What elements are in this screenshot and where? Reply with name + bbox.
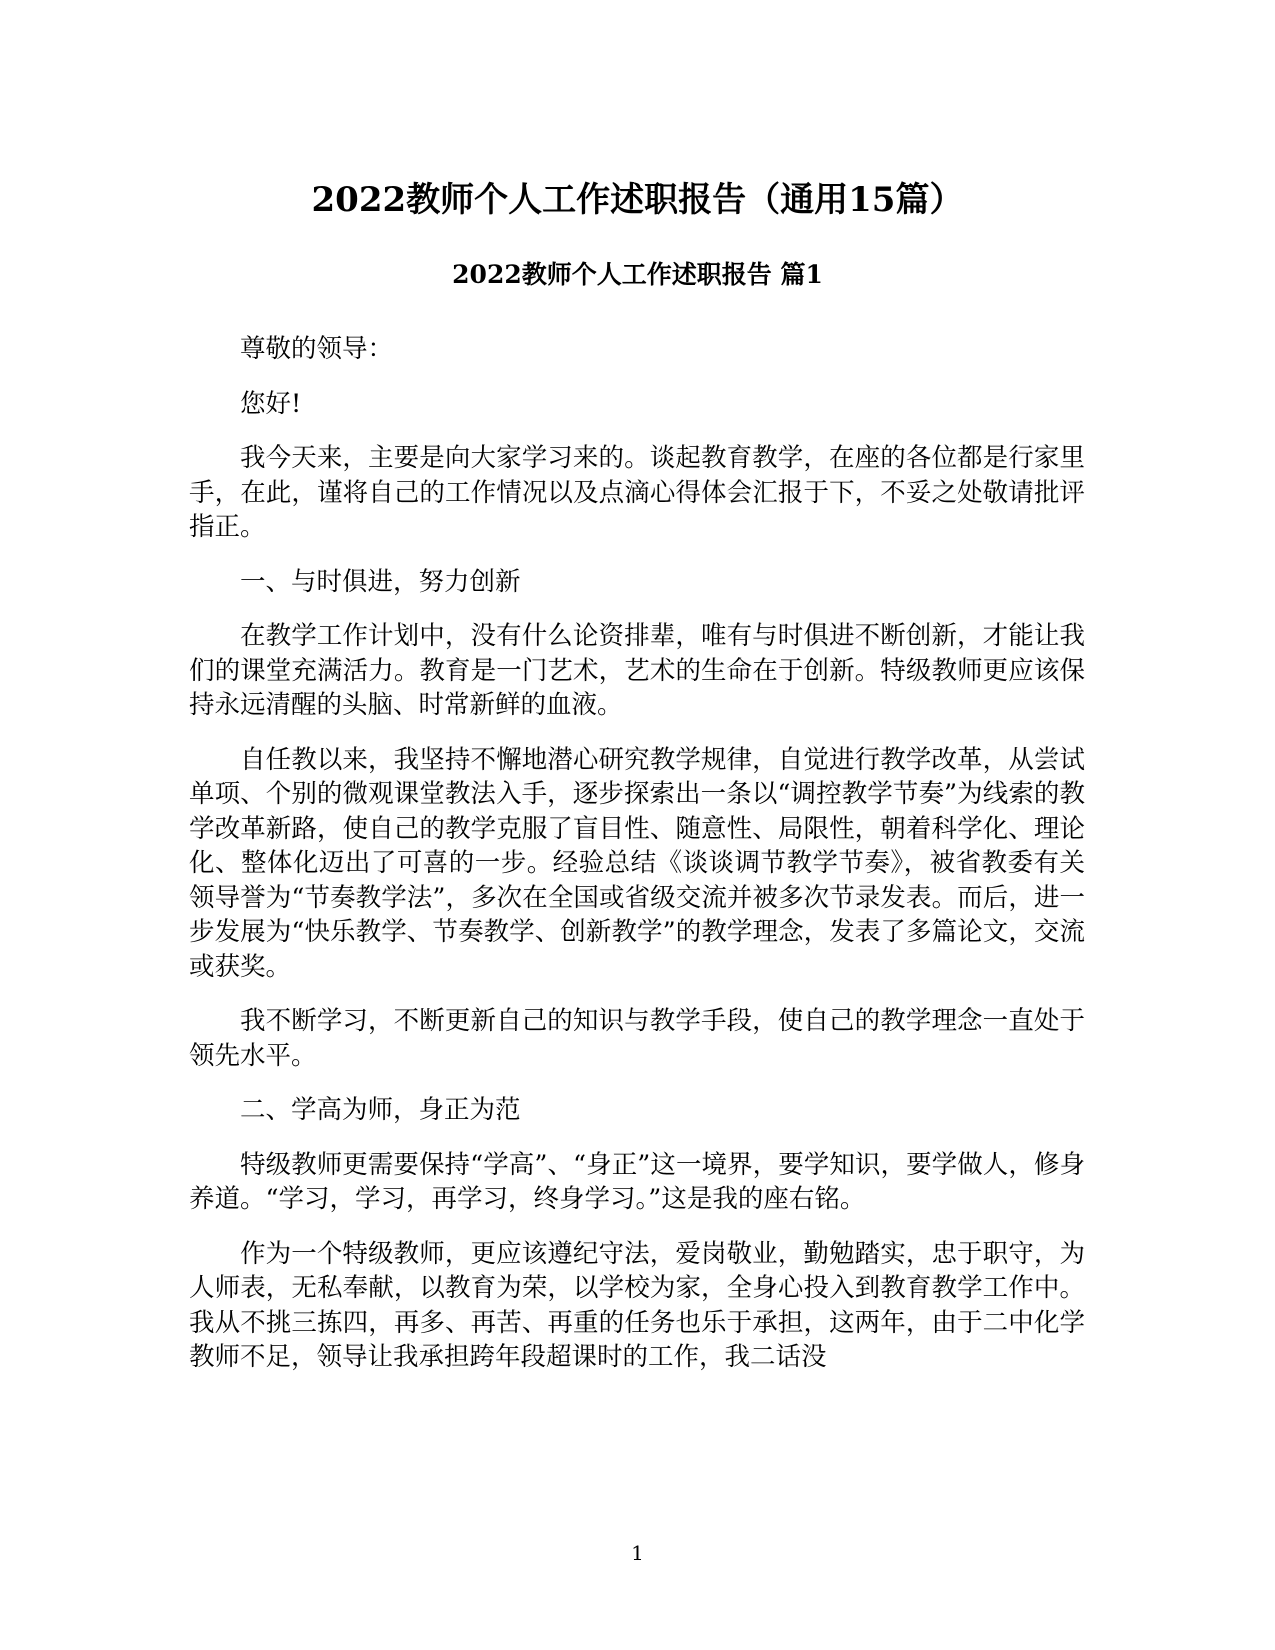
body-paragraph: 我今天来，主要是向大家学习来的。谈起教育教学，在座的各位都是行家里手，在此，谨将自己的工作情况以及点滴心得体会汇报于下，不妥之处敬请批评指正。 [189, 443, 1085, 542]
section-heading-1: 一、与时俱进，努力创新 [240, 566, 521, 597]
greeting: 您好! [240, 388, 302, 419]
body-paragraph: 特级教师更需要保持“学高”、“身正”这一境界，要学知识，要学做人，修身养道。“学习，学习，再学习，终身学习。”这是我的座右铭。 [189, 1149, 1085, 1214]
body-paragraph: 我不断学习，不断更新自己的知识与教学手段，使自己的教学理念一直处于领先水平。 [189, 1006, 1085, 1071]
body-paragraph: 作为一个特级教师，更应该遵纪守法，爱岗敬业，勤勉踏实，忠于职守，为人师表，无私奉献，以教育为荣，以学校为家，全身心投入到教育教学工作中。我从不挑三拣四，再多、再苦、再重的任务也乐于承担，这两年，由于二中化学教师不足，领导让我承担跨年段超课时的工作，我二话没 [189, 1238, 1085, 1372]
page-number: 1 [631, 1541, 644, 1565]
section-heading: 2022教师个人工作述职报告 篇1 [452, 260, 823, 289]
document-body [189, 332, 1085, 1395]
section-heading-2: 二、学高为师，身正为范 [240, 1095, 521, 1125]
body-paragraph: 自任教以来，我坚持不懈地潜心研究教学规律，自觉进行教学改革，从尝试单项、个别的微观课堂教法入手，逐步探索出一条以“调控教学节奏”为线索的教学改革新路，使自己的教学克服了盲目性、随意性、局限性，朝着科学化、理论化、整体化迈出了可喜的一步。经验总结《谈谈调节教学节奏》，被省教委有关领导誉为“节奏教学法”，多次在全国或省级交流并被多次节录发表。而后，进一步发展为“快乐教学、节奏教学、创新教学”的教学理念，发表了多篇论文，交流或获奖。 [189, 744, 1085, 982]
document-title: 2022教师个人工作述职报告（通用15篇） [311, 180, 964, 220]
salutation: 尊敬的领导： [240, 334, 394, 364]
body-paragraph: 在教学工作计划中，没有什么论资排辈，唯有与时俱进不断创新，才能让我们的课堂充满活力。教育是一门艺术，艺术的生命在于创新。特级教师更应该保持永远清醒的头脑、时常新鲜的血液。 [189, 621, 1085, 720]
